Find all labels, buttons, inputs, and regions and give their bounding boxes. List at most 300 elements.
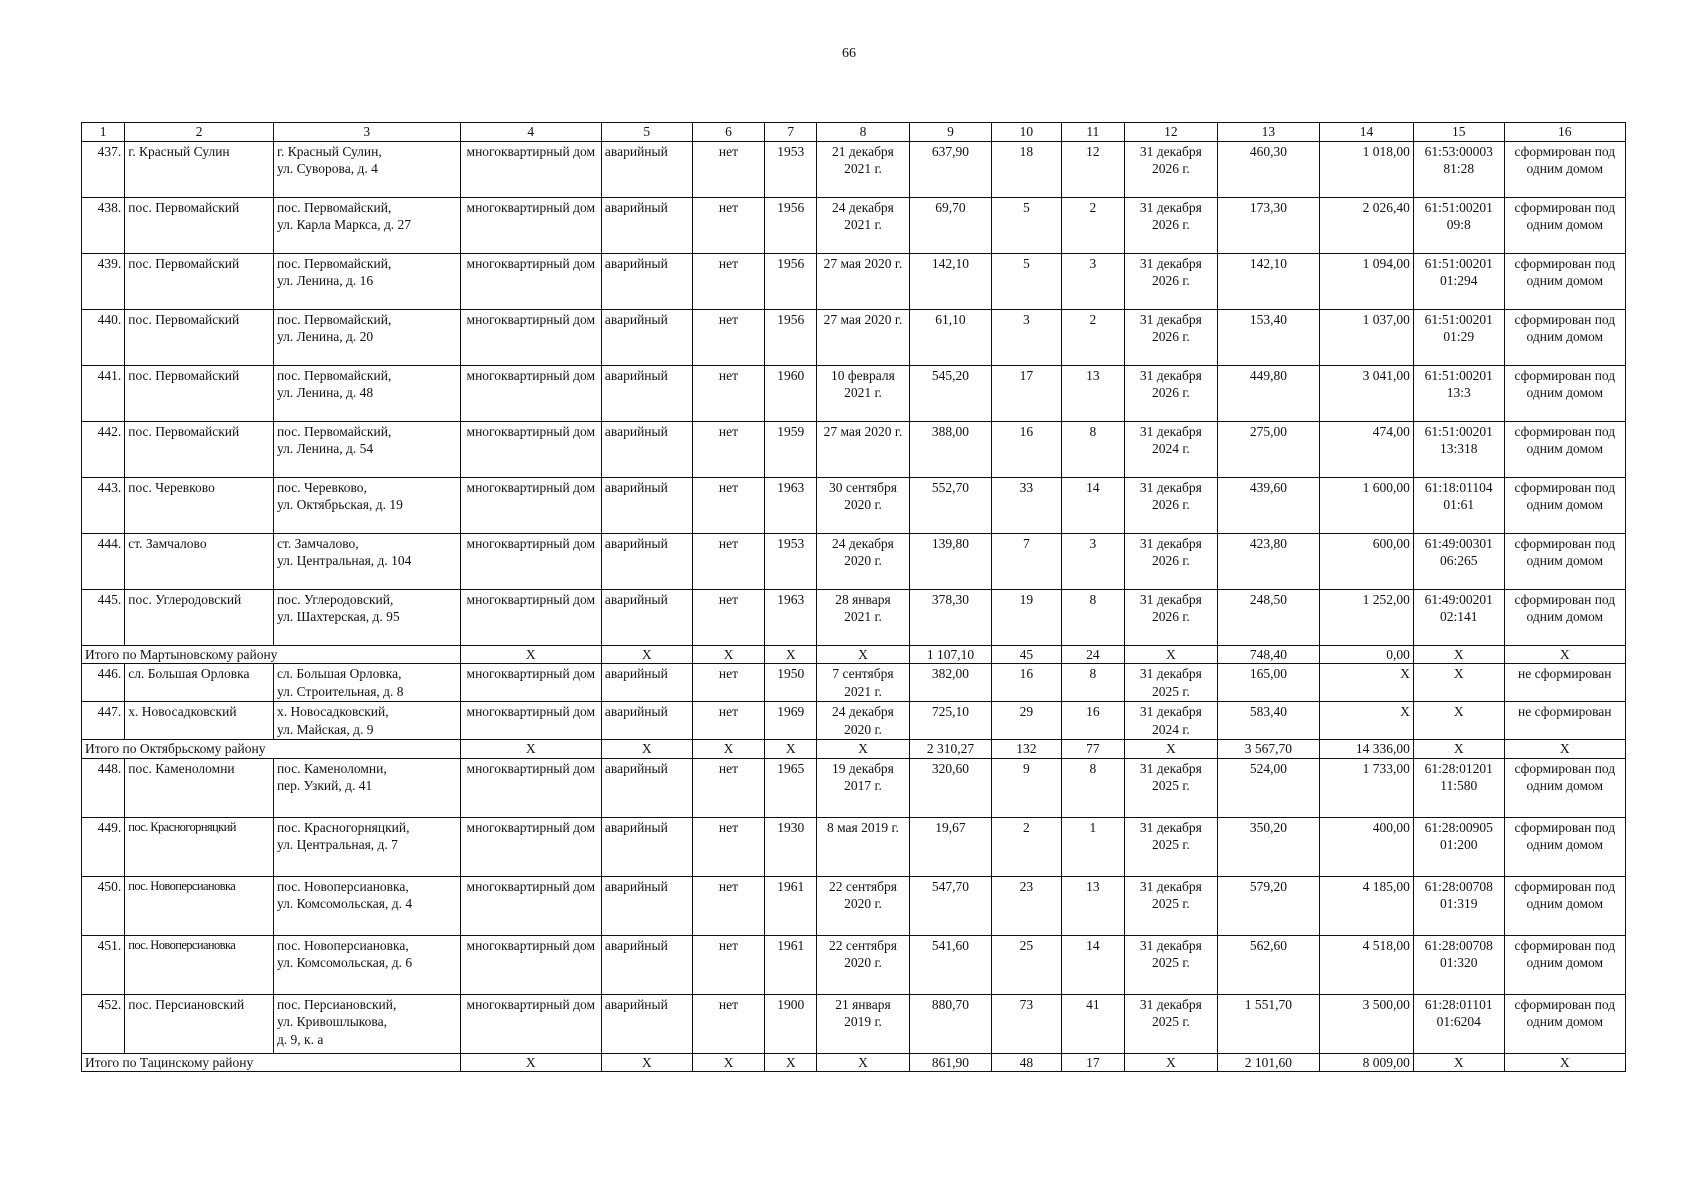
col-14-value: 14 336,00 [1320, 740, 1414, 759]
land-plot-status: сформирован под одним домом [1504, 533, 1625, 589]
cadastral-number: 61:51:00201 13:318 [1413, 421, 1504, 477]
col-11-value: 8 [1061, 758, 1124, 817]
col-10-value: 73 [992, 994, 1062, 1053]
housing-registry-table [81, 122, 1626, 1072]
building-type: многоквартирный дом [460, 994, 601, 1053]
col-6-value: нет [692, 197, 765, 253]
col-14-value: 3 041,00 [1320, 365, 1414, 421]
settlement-name: сл. Большая Орловка [125, 664, 274, 702]
col-13-value: 460,30 [1217, 141, 1319, 197]
resettlement-deadline: 31 декабря 2024 г. [1124, 421, 1217, 477]
item-number: 439. [82, 253, 125, 309]
area-value: 69,70 [909, 197, 991, 253]
condition-status: аварийный [601, 141, 692, 197]
settlement-name: ст. Замчалово [125, 533, 274, 589]
column-number-row [82, 123, 1626, 142]
col-13-value: 173,30 [1217, 197, 1319, 253]
area-value: 545,20 [909, 365, 991, 421]
build-year: 1959 [765, 421, 817, 477]
table-row [82, 533, 1626, 589]
build-year: 1950 [765, 664, 817, 702]
area-value: 378,30 [909, 589, 991, 645]
land-plot-status: не сформирован [1504, 702, 1625, 740]
cadastral-number: 61:49:00301 06:265 [1413, 533, 1504, 589]
build-year: 1956 [765, 253, 817, 309]
condition-status: аварийный [601, 935, 692, 994]
land-plot-status: сформирован под одним домом [1504, 935, 1625, 994]
col-11-value: 8 [1061, 421, 1124, 477]
condition-status: аварийный [601, 817, 692, 876]
col-6-value: нет [692, 141, 765, 197]
col-6-value: X [692, 740, 765, 759]
resettlement-deadline: 31 декабря 2025 г. [1124, 876, 1217, 935]
address: пос. Черевково, ул. Октябрьская, д. 19 [273, 477, 460, 533]
land-plot-status: сформирован под одним домом [1504, 365, 1625, 421]
col-13-value: 2 101,60 [1217, 1053, 1319, 1072]
recognition-date: 30 сентября 2020 г. [817, 477, 910, 533]
recognition-date: 24 декабря 2020 г. [817, 533, 910, 589]
condition-status: аварийный [601, 533, 692, 589]
item-number: 440. [82, 309, 125, 365]
col-14-value: X [1320, 702, 1414, 740]
col-5-value: X [601, 740, 692, 759]
col-13-value: 142,10 [1217, 253, 1319, 309]
col-11-value: 24 [1061, 645, 1124, 664]
cadastral-number: 61:28:00708 01:319 [1413, 876, 1504, 935]
col-13-value: 153,40 [1217, 309, 1319, 365]
area-value: 388,00 [909, 421, 991, 477]
condition-status: аварийный [601, 702, 692, 740]
col-13-value: 748,40 [1217, 645, 1319, 664]
col-14-value: 8 009,00 [1320, 1053, 1414, 1072]
col-14-value: 474,00 [1320, 421, 1414, 477]
col-14-value: 1 037,00 [1320, 309, 1414, 365]
col-13-value: 423,80 [1217, 533, 1319, 589]
col-14-value: 3 500,00 [1320, 994, 1414, 1053]
table-row [82, 994, 1626, 1053]
recognition-date: 19 декабря 2017 г. [817, 758, 910, 817]
column-number: 12 [1124, 123, 1217, 142]
col-13-value: 524,00 [1217, 758, 1319, 817]
condition-status: аварийный [601, 994, 692, 1053]
building-type: многоквартирный дом [460, 589, 601, 645]
area-value: 61,10 [909, 309, 991, 365]
area-value: 2 310,27 [909, 740, 991, 759]
address: пос. Первомайский, ул. Ленина, д. 54 [273, 421, 460, 477]
col-10-value: 23 [992, 876, 1062, 935]
condition-status: аварийный [601, 197, 692, 253]
col-10-value: 19 [992, 589, 1062, 645]
col-8-value: X [817, 645, 910, 664]
item-number: 447. [82, 702, 125, 740]
condition-status: аварийный [601, 309, 692, 365]
address: г. Красный Сулин, ул. Суворова, д. 4 [273, 141, 460, 197]
col-13-value: 1 551,70 [1217, 994, 1319, 1053]
col-10-value: 3 [992, 309, 1062, 365]
build-year: 1961 [765, 876, 817, 935]
col-6-value: нет [692, 664, 765, 702]
col-14-value: 1 600,00 [1320, 477, 1414, 533]
item-number: 445. [82, 589, 125, 645]
col-13-value: 3 567,70 [1217, 740, 1319, 759]
col-5-value: X [601, 645, 692, 664]
col-10-value: 7 [992, 533, 1062, 589]
col-10-value: 132 [992, 740, 1062, 759]
table-body [82, 123, 1626, 1072]
area-value: 320,60 [909, 758, 991, 817]
item-number: 450. [82, 876, 125, 935]
build-year: 1953 [765, 141, 817, 197]
land-plot-status: сформирован под одним домом [1504, 589, 1625, 645]
building-type: многоквартирный дом [460, 197, 601, 253]
column-number: 2 [125, 123, 274, 142]
recognition-date: 24 декабря 2020 г. [817, 702, 910, 740]
build-year: 1953 [765, 533, 817, 589]
recognition-date: 7 сентября 2021 г. [817, 664, 910, 702]
item-number: 442. [82, 421, 125, 477]
table-row [82, 758, 1626, 817]
col-14-value: 2 026,40 [1320, 197, 1414, 253]
condition-status: аварийный [601, 421, 692, 477]
district-total-row [82, 1053, 1626, 1072]
col-14-value: 4 518,00 [1320, 935, 1414, 994]
item-number: 449. [82, 817, 125, 876]
item-number: 441. [82, 365, 125, 421]
settlement-name: х. Новосадковский [125, 702, 274, 740]
cadastral-number: 61:28:01101 01:6204 [1413, 994, 1504, 1053]
settlement-name: пос. Углеродовский [125, 589, 274, 645]
col-6-value: нет [692, 876, 765, 935]
recognition-date: 22 сентября 2020 г. [817, 935, 910, 994]
col-10-value: 29 [992, 702, 1062, 740]
district-total-row [82, 740, 1626, 759]
resettlement-deadline: 31 декабря 2026 г. [1124, 141, 1217, 197]
address: пос. Первомайский, ул. Карла Маркса, д. 27 [273, 197, 460, 253]
col-11-value: 1 [1061, 817, 1124, 876]
col-13-value: 275,00 [1217, 421, 1319, 477]
col-7-value: X [765, 1053, 817, 1072]
col-15-value: X [1413, 740, 1504, 759]
condition-status: аварийный [601, 758, 692, 817]
cadastral-number: 61:51:00201 09:8 [1413, 197, 1504, 253]
build-year: 1963 [765, 589, 817, 645]
settlement-name: пос. Каменоломни [125, 758, 274, 817]
recognition-date: 27 мая 2020 г. [817, 421, 910, 477]
col-15-value: X [1413, 645, 1504, 664]
table-row [82, 365, 1626, 421]
col-4-value: X [460, 740, 601, 759]
col-8-value: X [817, 740, 910, 759]
col-6-value: X [692, 645, 765, 664]
col-6-value: нет [692, 421, 765, 477]
col-11-value: 8 [1061, 664, 1124, 702]
building-type: многоквартирный дом [460, 141, 601, 197]
table-row [82, 309, 1626, 365]
col-6-value: нет [692, 817, 765, 876]
land-plot-status: сформирован под одним домом [1504, 197, 1625, 253]
cadastral-number: 61:28:00905 01:200 [1413, 817, 1504, 876]
address: пос. Первомайский, ул. Ленина, д. 20 [273, 309, 460, 365]
col-10-value: 16 [992, 421, 1062, 477]
resettlement-deadline: 31 декабря 2025 г. [1124, 758, 1217, 817]
col-16-value: X [1504, 1053, 1625, 1072]
col-11-value: 17 [1061, 1053, 1124, 1072]
col-13-value: 562,60 [1217, 935, 1319, 994]
table-row [82, 876, 1626, 935]
cadastral-number: 61:51:00201 01:294 [1413, 253, 1504, 309]
recognition-date: 22 сентября 2020 г. [817, 876, 910, 935]
table-row [82, 253, 1626, 309]
col-7-value: X [765, 645, 817, 664]
col-10-value: 45 [992, 645, 1062, 664]
recognition-date: 24 декабря 2021 г. [817, 197, 910, 253]
table-row [82, 589, 1626, 645]
resettlement-deadline: 31 декабря 2025 г. [1124, 935, 1217, 994]
cadastral-number: 61:51:00201 13:3 [1413, 365, 1504, 421]
item-number: 446. [82, 664, 125, 702]
build-year: 1956 [765, 309, 817, 365]
build-year: 1930 [765, 817, 817, 876]
table-row [82, 664, 1626, 702]
land-plot-status: не сформирован [1504, 664, 1625, 702]
resettlement-deadline: 31 декабря 2026 г. [1124, 365, 1217, 421]
col-6-value: нет [692, 253, 765, 309]
district-total-label: Итого по Тацинскому району [82, 1053, 461, 1072]
resettlement-deadline: 31 декабря 2024 г. [1124, 702, 1217, 740]
recognition-date: 21 декабря 2021 г. [817, 141, 910, 197]
column-number: 11 [1061, 123, 1124, 142]
col-8-value: X [817, 1053, 910, 1072]
col-6-value: нет [692, 994, 765, 1053]
district-total-label: Итого по Октябрьскому району [82, 740, 461, 759]
col-11-value: 16 [1061, 702, 1124, 740]
item-number: 438. [82, 197, 125, 253]
col-6-value: нет [692, 309, 765, 365]
recognition-date: 10 февраля 2021 г. [817, 365, 910, 421]
col-14-value: 1 733,00 [1320, 758, 1414, 817]
col-10-value: 25 [992, 935, 1062, 994]
col-12-value: X [1124, 645, 1217, 664]
settlement-name: пос. Новоперсиановка [125, 876, 274, 935]
col-11-value: 2 [1061, 197, 1124, 253]
col-10-value: 5 [992, 253, 1062, 309]
table-row [82, 477, 1626, 533]
col-14-value: 600,00 [1320, 533, 1414, 589]
col-14-value: 1 252,00 [1320, 589, 1414, 645]
area-value: 19,67 [909, 817, 991, 876]
column-number: 7 [765, 123, 817, 142]
settlement-name: пос. Новоперсиановка [125, 935, 274, 994]
col-11-value: 41 [1061, 994, 1124, 1053]
col-11-value: 14 [1061, 477, 1124, 533]
recognition-date: 8 мая 2019 г. [817, 817, 910, 876]
table-row [82, 141, 1626, 197]
col-13-value: 439,60 [1217, 477, 1319, 533]
column-number: 6 [692, 123, 765, 142]
col-10-value: 9 [992, 758, 1062, 817]
area-value: 1 107,10 [909, 645, 991, 664]
condition-status: аварийный [601, 253, 692, 309]
col-14-value: 1 094,00 [1320, 253, 1414, 309]
table-row [82, 702, 1626, 740]
col-10-value: 33 [992, 477, 1062, 533]
build-year: 1960 [765, 365, 817, 421]
resettlement-deadline: 31 декабря 2025 г. [1124, 994, 1217, 1053]
area-value: 637,90 [909, 141, 991, 197]
building-type: многоквартирный дом [460, 309, 601, 365]
col-6-value: нет [692, 533, 765, 589]
address: пос. Первомайский, ул. Ленина, д. 48 [273, 365, 460, 421]
area-value: 725,10 [909, 702, 991, 740]
col-13-value: 449,80 [1217, 365, 1319, 421]
land-plot-status: сформирован под одним домом [1504, 817, 1625, 876]
condition-status: аварийный [601, 876, 692, 935]
building-type: многоквартирный дом [460, 533, 601, 589]
column-number: 3 [273, 123, 460, 142]
col-5-value: X [601, 1053, 692, 1072]
col-6-value: нет [692, 758, 765, 817]
recognition-date: 27 мая 2020 г. [817, 309, 910, 365]
col-14-value: 4 185,00 [1320, 876, 1414, 935]
land-plot-status: сформирован под одним домом [1504, 421, 1625, 477]
recognition-date: 27 мая 2020 г. [817, 253, 910, 309]
land-plot-status: сформирован под одним домом [1504, 253, 1625, 309]
settlement-name: пос. Черевково [125, 477, 274, 533]
building-type: многоквартирный дом [460, 477, 601, 533]
building-type: многоквартирный дом [460, 365, 601, 421]
settlement-name: пос. Красногорняцкий [125, 817, 274, 876]
col-6-value: нет [692, 589, 765, 645]
column-number: 4 [460, 123, 601, 142]
settlement-name: г. Красный Сулин [125, 141, 274, 197]
condition-status: аварийный [601, 664, 692, 702]
column-number: 1 [82, 123, 125, 142]
address: сл. Большая Орловка, ул. Строительная, д. 8 [273, 664, 460, 702]
resettlement-deadline: 31 декабря 2026 г. [1124, 253, 1217, 309]
col-15-value: X [1413, 1053, 1504, 1072]
building-type: многоквартирный дом [460, 421, 601, 477]
column-number: 5 [601, 123, 692, 142]
resettlement-deadline: 31 декабря 2026 г. [1124, 309, 1217, 365]
address: пос. Углеродовский, ул. Шахтерская, д. 95 [273, 589, 460, 645]
col-16-value: X [1504, 740, 1625, 759]
address: пос. Первомайский, ул. Ленина, д. 16 [273, 253, 460, 309]
land-plot-status: сформирован под одним домом [1504, 309, 1625, 365]
col-16-value: X [1504, 645, 1625, 664]
column-number: 8 [817, 123, 910, 142]
col-13-value: 579,20 [1217, 876, 1319, 935]
address: пос. Красногорняцкий, ул. Центральная, д. 7 [273, 817, 460, 876]
table-row [82, 197, 1626, 253]
building-type: многоквартирный дом [460, 702, 601, 740]
col-10-value: 5 [992, 197, 1062, 253]
address: х. Новосадковский, ул. Майская, д. 9 [273, 702, 460, 740]
item-number: 451. [82, 935, 125, 994]
resettlement-deadline: 31 декабря 2025 г. [1124, 817, 1217, 876]
col-11-value: 8 [1061, 589, 1124, 645]
item-number: 448. [82, 758, 125, 817]
district-total-label: Итого по Мартыновскому району [82, 645, 461, 664]
cadastral-number: X [1413, 702, 1504, 740]
item-number: 443. [82, 477, 125, 533]
condition-status: аварийный [601, 365, 692, 421]
col-10-value: 2 [992, 817, 1062, 876]
col-11-value: 13 [1061, 876, 1124, 935]
cadastral-number: 61:53:00003 81:28 [1413, 141, 1504, 197]
column-number: 15 [1413, 123, 1504, 142]
build-year: 1961 [765, 935, 817, 994]
col-10-value: 16 [992, 664, 1062, 702]
building-type: многоквартирный дом [460, 876, 601, 935]
item-number: 437. [82, 141, 125, 197]
building-type: многоквартирный дом [460, 664, 601, 702]
col-10-value: 17 [992, 365, 1062, 421]
col-14-value: 0,00 [1320, 645, 1414, 664]
condition-status: аварийный [601, 589, 692, 645]
col-11-value: 77 [1061, 740, 1124, 759]
cadastral-number: 61:28:00708 01:320 [1413, 935, 1504, 994]
col-14-value: 400,00 [1320, 817, 1414, 876]
table-row [82, 421, 1626, 477]
column-number: 16 [1504, 123, 1625, 142]
cadastral-number: 61:49:00201 02:141 [1413, 589, 1504, 645]
col-13-value: 583,40 [1217, 702, 1319, 740]
building-type: многоквартирный дом [460, 253, 601, 309]
col-6-value: нет [692, 477, 765, 533]
settlement-name: пос. Персиановский [125, 994, 274, 1053]
building-type: многоквартирный дом [460, 758, 601, 817]
settlement-name: пос. Первомайский [125, 309, 274, 365]
column-number: 10 [992, 123, 1062, 142]
resettlement-deadline: 31 декабря 2026 г. [1124, 589, 1217, 645]
settlement-name: пос. Первомайский [125, 421, 274, 477]
building-type: многоквартирный дом [460, 935, 601, 994]
col-11-value: 3 [1061, 253, 1124, 309]
area-value: 139,80 [909, 533, 991, 589]
col-4-value: X [460, 1053, 601, 1072]
col-12-value: X [1124, 740, 1217, 759]
recognition-date: 28 января 2021 г. [817, 589, 910, 645]
build-year: 1963 [765, 477, 817, 533]
cadastral-number: 61:51:00201 01:29 [1413, 309, 1504, 365]
page-number: 66 [842, 46, 856, 61]
build-year: 1956 [765, 197, 817, 253]
col-12-value: X [1124, 1053, 1217, 1072]
col-7-value: X [765, 740, 817, 759]
land-plot-status: сформирован под одним домом [1504, 758, 1625, 817]
area-value: 142,10 [909, 253, 991, 309]
cadastral-number: X [1413, 664, 1504, 702]
cadastral-number: 61:18:01104 01:61 [1413, 477, 1504, 533]
col-13-value: 248,50 [1217, 589, 1319, 645]
land-plot-status: сформирован под одним домом [1504, 994, 1625, 1053]
col-10-value: 48 [992, 1053, 1062, 1072]
col-6-value: нет [692, 702, 765, 740]
col-6-value: нет [692, 935, 765, 994]
col-14-value: X [1320, 664, 1414, 702]
address: пос. Новоперсиановка, ул. Комсомольская, д. 4 [273, 876, 460, 935]
table-row [82, 935, 1626, 994]
col-6-value: X [692, 1053, 765, 1072]
col-13-value: 165,00 [1217, 664, 1319, 702]
resettlement-deadline: 31 декабря 2026 г. [1124, 197, 1217, 253]
land-plot-status: сформирован под одним домом [1504, 141, 1625, 197]
area-value: 552,70 [909, 477, 991, 533]
settlement-name: пос. Первомайский [125, 197, 274, 253]
item-number: 444. [82, 533, 125, 589]
col-11-value: 3 [1061, 533, 1124, 589]
column-number: 14 [1320, 123, 1414, 142]
